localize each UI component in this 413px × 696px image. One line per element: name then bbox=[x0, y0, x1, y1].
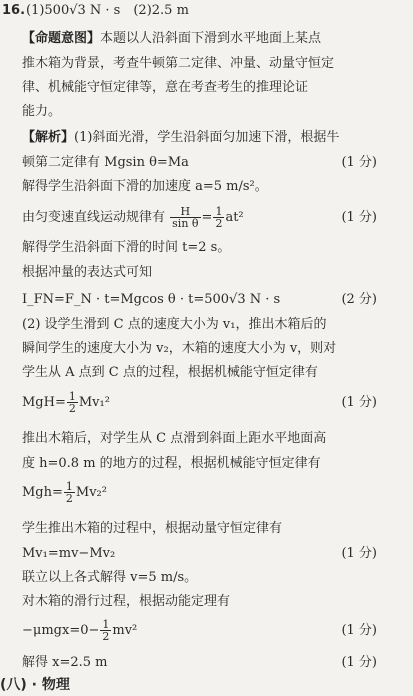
question-number: 16. bbox=[2, 3, 26, 18]
frac-denominator: sin θ bbox=[172, 217, 199, 230]
frac-numerator: 1 bbox=[102, 618, 110, 631]
analysis-line-16 bbox=[0, 545, 413, 563]
analysis-text-5: 解得学生沿斜面下滑的时间 t=2 s。 bbox=[22, 240, 231, 255]
frac-numerator: 1 bbox=[65, 480, 73, 493]
intent-line-4 bbox=[0, 103, 413, 121]
formula-lhs: MgH= bbox=[22, 395, 66, 410]
score-c: (2 分) bbox=[341, 292, 377, 307]
intent-text-2: 推木箱为背景，考查牛顿第二定律、冲量、动量守恒定 bbox=[22, 56, 335, 71]
analysis-line-10 bbox=[0, 364, 413, 382]
intent-line-1 bbox=[0, 30, 413, 48]
analysis-line-7 bbox=[0, 291, 413, 309]
answer-text: (1)500√3 N · s (2)2.5 m bbox=[26, 3, 189, 18]
analysis-text-9: 瞬间学生的速度大小为 v₂，木箱的速度大小为 v，则对 bbox=[22, 341, 337, 356]
analysis-line-12 bbox=[0, 430, 413, 448]
analysis-line-5 bbox=[0, 239, 413, 257]
page-footer: (八) · 物理 bbox=[0, 677, 70, 693]
frac-numerator: H bbox=[170, 206, 200, 218]
formula-lhs: −μmgx=0− bbox=[22, 623, 100, 638]
frac-denominator: 2 bbox=[65, 492, 73, 505]
analysis-line-13 bbox=[0, 455, 413, 473]
formula-rhs: mv² bbox=[112, 623, 138, 638]
analysis-text-16: Mv₁=mv−Mv₂ bbox=[22, 546, 116, 561]
equals-sign: = bbox=[201, 210, 213, 225]
analysis-label: 【解析】 bbox=[22, 130, 75, 145]
analysis-text-12: 推出木箱后，对学生从 C 点滑到斜面上距水平地面高 bbox=[22, 431, 327, 446]
analysis-line-8 bbox=[0, 316, 413, 334]
analysis-text-8: (2) 设学生滑到 C 点的速度大小为 v₁，推出木箱后的 bbox=[22, 317, 327, 332]
analysis-text-3: 解得学生沿斜面下滑的加速度 a=5 m/s²。 bbox=[22, 179, 268, 194]
intent-text-3: 律、机械能守恒定律等，意在考查考生的推理论证 bbox=[22, 80, 309, 95]
formula-rhs: Mv₂² bbox=[75, 485, 107, 500]
analysis-text-7: I_FN=F_N · t=Mgcos θ · t=500√3 N · s bbox=[22, 292, 281, 307]
analysis-text-20: 解得 x=2.5 m bbox=[22, 655, 108, 670]
analysis-line-3 bbox=[0, 178, 413, 196]
frac-denominator: 2 bbox=[68, 402, 76, 415]
analysis-text-10: 学生从 A 点到 C 点的过程，根据机械能守恒定律有 bbox=[22, 365, 318, 380]
analysis-text-13: 度 h=0.8 m 的地方的过程，根据机械能守恒定律有 bbox=[22, 456, 321, 471]
fraction-half bbox=[67, 391, 78, 414]
analysis-line-18 bbox=[0, 593, 413, 611]
formula-rhs: Mv₁² bbox=[78, 395, 110, 410]
intent-text-4: 能力。 bbox=[22, 104, 62, 119]
fraction-half bbox=[64, 481, 75, 504]
fraction-h-over-sin bbox=[170, 206, 200, 229]
score-f: (1 分) bbox=[341, 623, 377, 638]
formula-tail: at² bbox=[225, 210, 244, 225]
analysis-text-2: 顿第二定律有 Mgsin θ=Ma bbox=[22, 155, 189, 170]
analysis-text-15: 学生推出木箱的过程中，根据动量守恒定律有 bbox=[22, 521, 283, 536]
score-d: (1 分) bbox=[341, 395, 377, 410]
analysis-text-6: 根据冲量的表达式可知 bbox=[22, 265, 153, 280]
analysis-line-1 bbox=[0, 129, 413, 147]
analysis-line-4 bbox=[0, 205, 413, 231]
score-e: (1 分) bbox=[341, 546, 377, 561]
analysis-line-20 bbox=[0, 654, 413, 672]
score-a: (1 分) bbox=[341, 155, 377, 170]
analysis-line-19 bbox=[0, 618, 413, 644]
analysis-line-9 bbox=[0, 340, 413, 358]
analysis-line-6 bbox=[0, 264, 413, 282]
analysis-line-15 bbox=[0, 520, 413, 538]
intent-line-3 bbox=[0, 79, 413, 97]
intent-line-2 bbox=[0, 55, 413, 73]
analysis-line-11 bbox=[0, 390, 413, 416]
frac-numerator: 1 bbox=[68, 390, 76, 403]
formula-lhs: Mgh= bbox=[22, 485, 63, 500]
analysis-line-2 bbox=[0, 154, 413, 172]
frac-numerator: 1 bbox=[215, 205, 223, 218]
analysis-text-1: (1)斜面光滑，学生沿斜面匀加速下滑，根据牛 bbox=[74, 130, 340, 145]
analysis-text-18: 对木箱的滑行过程，根据动能定理有 bbox=[22, 594, 231, 609]
analysis-line-14 bbox=[0, 480, 413, 506]
analysis-text-17: 联立以上各式解得 v=5 m/s。 bbox=[22, 570, 198, 585]
analysis-text-4: 由匀变速直线运动规律有 bbox=[22, 210, 166, 225]
intent-text-1: 本题以人沿斜面下滑到水平地面上某点 bbox=[100, 31, 322, 46]
analysis-line-17 bbox=[0, 569, 413, 587]
frac-denominator: 2 bbox=[102, 630, 110, 643]
frac-denominator: 2 bbox=[215, 217, 223, 230]
fraction-half bbox=[213, 206, 224, 229]
score-b: (1 分) bbox=[341, 210, 377, 225]
score-g: (1 分) bbox=[341, 655, 377, 670]
fraction-half bbox=[100, 619, 111, 642]
intent-label: 【命题意图】 bbox=[22, 31, 101, 46]
answer-line bbox=[0, 2, 413, 20]
